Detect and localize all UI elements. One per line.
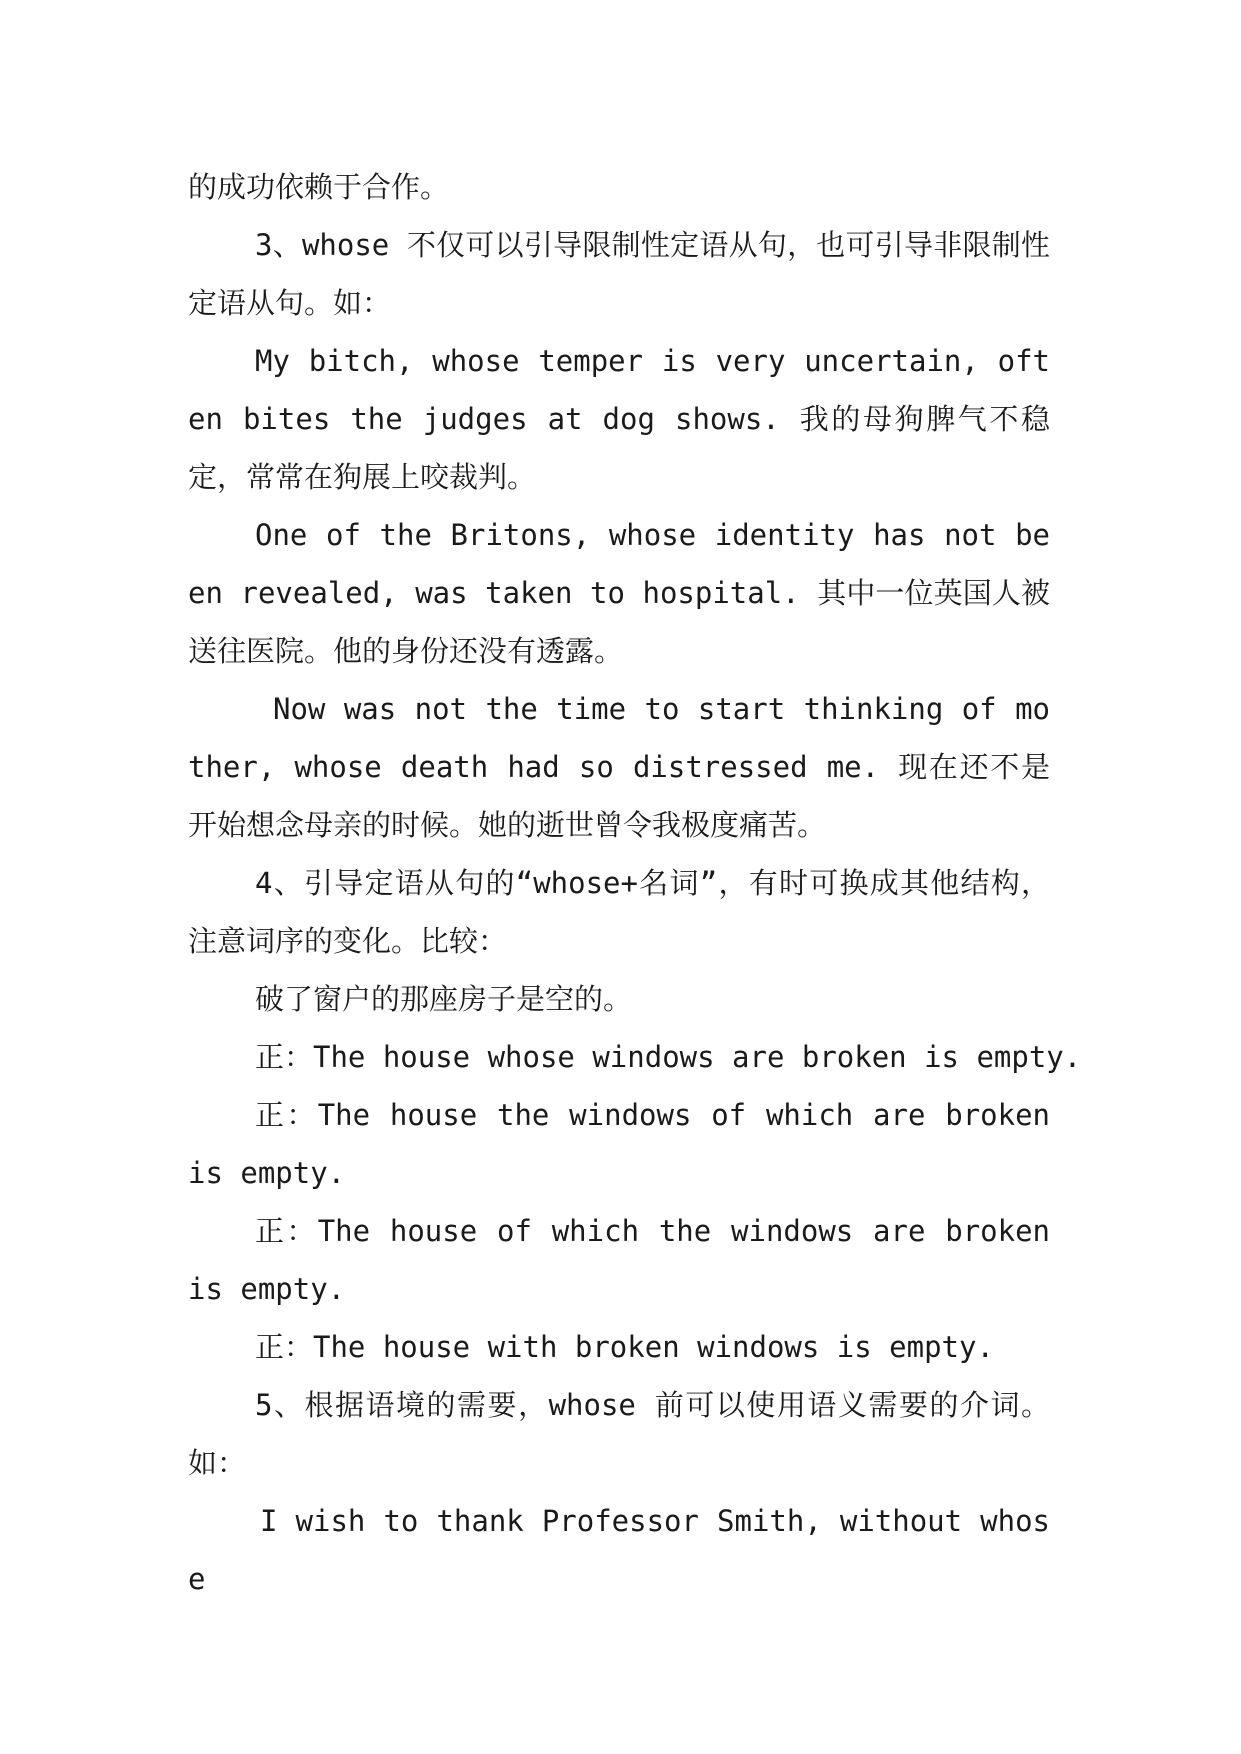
paragraph-correct-3: 正：The house of which the windows are broken is empty. [188,1214,1050,1306]
paragraph-correct-4: 正：The house with broken windows is empty. [255,1330,994,1364]
paragraph-example-mother: Now was not the time to start thinking of mother, whose death had so distressed me. 现在还不是开始想念母亲的时候。她的逝世曾令我极度痛苦。 [188,692,1050,842]
paragraph-rule-4: 4、引导定语从句的“whose+名词”，有时可换成其他结构，注意词序的变化。比较： [188,866,1050,958]
paragraph-rule-3: 3、whose 不仅可以引导限制性定语从句，也可引导非限制性定语从句。如： [188,228,1050,320]
paragraph-example-smith: I wish to thank Professor Smith, without whose [188,1504,1050,1596]
paragraph-chinese-sentence: 破了窗户的那座房子是空的。 [255,982,633,1016]
paragraph-example-bitch: My bitch, whose temper is very uncertain, often bites the judges at dog shows. 我的母狗脾气不稳定，常常在狗展上咬裁判。 [188,344,1050,494]
paragraph-rule-5: 5、根据语境的需要，whose 前可以使用语义需要的介词。如： [188,1388,1050,1480]
paragraph-correct-2: 正：The house the windows of which are broken is empty. [188,1098,1050,1190]
paragraph-correct-1: 正：The house whose windows are broken is empty. [255,1040,1082,1074]
paragraph-example-britons: One of the Britons, whose identity has not been revealed, was taken to hospital. 其中一位英国人被送往医院。他的身份还没有透露。 [188,518,1050,668]
document-page [188,158,1082,1608]
paragraph-continuation: 的成功依赖于合作。 [188,170,450,204]
